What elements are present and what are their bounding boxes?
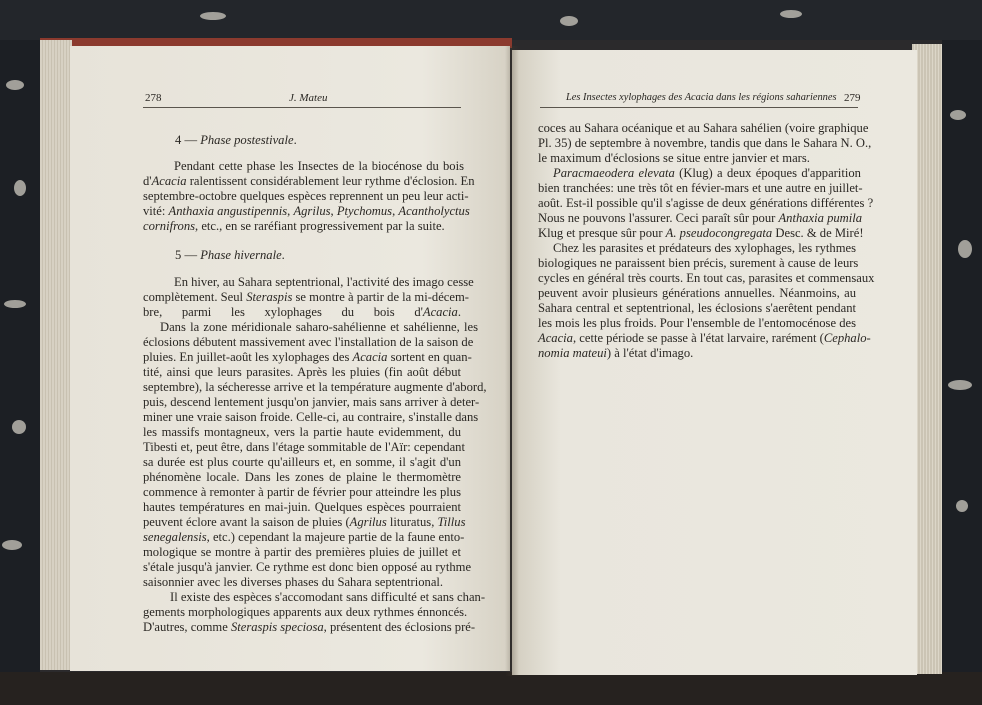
right-text-line: cycles en général très courts. En tout cas, parasites et commensaux: [538, 271, 875, 285]
gutter-shadow: [505, 46, 519, 676]
left-running-head: J. Mateu: [289, 92, 328, 104]
left-text-line: bre, parmi les xylophages du bois d'Acacia.: [143, 305, 462, 319]
left-text-line: senegalensis, etc.) cependant la majeure partie de la faune ento-: [143, 530, 465, 544]
right-text-line: Chez les parasites et prédateurs des xylophages, les rythmes: [553, 241, 856, 255]
right-text-line: Nous ne pouvons l'assurer. Ceci paraît sûr pour Anthaxia pumila: [538, 211, 863, 225]
right-text-line: peuvent avoir plusieurs générations annuelles. Néanmoins, au: [538, 286, 856, 300]
left-text-line: gements morphologiques apparents aux deux rythmes énnoncés.: [143, 605, 468, 619]
right-text-line: biologiques ne paraissent bien précis, surement à cause de leurs: [538, 256, 859, 270]
left-text-line: En hiver, au Sahara septentrional, l'activité des imago cesse: [174, 275, 474, 289]
right-text-line: bien tranchées: une très tôt en févier-mars et une autre en juillet-: [538, 181, 863, 195]
left-text-line: d'Acacia ralentissent considérablement leur rythme d'éclosion. En: [143, 174, 475, 188]
left-text-line: phénomène locale. Dans les zones de plaine le thermomètre: [143, 470, 461, 484]
left-text-line: mologique se montre à partir des premières pluies de juillet et: [143, 545, 461, 559]
left-text-line: Tibesti et, peut être, dans l'étage sommitable de l'Aïr: cependant: [143, 440, 465, 454]
right-text-line: Pl. 35) de septembre à novembre, tandis que dans le Sahara N. O.,: [538, 136, 872, 150]
right-text-line: coces au Sahara océanique et au Sahara sahélien (voire graphique: [538, 121, 869, 135]
cover-left: [0, 0, 40, 705]
left-page-block: [40, 40, 72, 670]
left-text-line: sa durée est plus courte qu'ailleurs et, en somme, il s'agit d'un: [143, 455, 461, 469]
left-text-line: tité, ainsi que leurs parasites. Après les pluies (fin août début: [143, 365, 461, 379]
right-text-line: les mois les plus froids. Pour l'ensemble de l'entomocénose des: [538, 316, 856, 330]
left-text-line: complètement. Seul Steraspis se montre à partir de la mi-décem-: [143, 290, 469, 304]
left-header-rule: [143, 107, 461, 108]
left-text-line: puis, descend lentement jusqu'on janvier, mais sans arriver à deter-: [143, 395, 480, 409]
right-text-line: le maximum d'éclosions se situe entre janvier et mars.: [538, 151, 810, 165]
left-text-line: Pendant cette phase les Insectes de la biocénose du bois: [174, 159, 464, 173]
right-running-head: Les Insectes xylophages des Acacia dans les régions sahariennes: [566, 92, 837, 103]
left-text-line: pluies. En juillet-août les xylophages des Acacia sortent en quan-: [143, 350, 472, 364]
left-text-line: septembre-octobre quelques espèces reprennent un peu leur acti-: [143, 189, 469, 203]
left-text-line: cornifrons, etc., en se raréfiant progressivement par la suite.: [143, 219, 445, 233]
left-text-line: septembre), la sécheresse arrive et la température augmente d'abord,: [143, 380, 487, 394]
left-text-line: commence à remonter à partir de février pour atteindre les plus: [143, 485, 461, 499]
right-text-line: août. Est-il possible qu'il s'agisse de deux générations différentes ?: [538, 196, 874, 210]
right-text-line: Klug et presque sûr pour A. pseudocongregata Desc. & de Miré!: [538, 226, 864, 240]
left-text-line: saisonnier avec les diverses phases du Sahara septentrional.: [143, 575, 444, 589]
left-text-line: les massifs montagneux, vers la partie haute evidemment, du: [143, 425, 461, 439]
left-text-line: hautes températures en mai-juin. Quelques espèces pourraient: [143, 500, 461, 514]
left-text-line: peuvent éclore avant la saison de pluies (Agrilus lituratus, Tillus: [143, 515, 466, 529]
cover-bottom: [0, 672, 982, 705]
right-text-line: Sahara central et septentrional, les éclosions s'aerêtent pendant: [538, 301, 856, 315]
left-text-line: 5 — Phase hivernale.: [175, 248, 285, 262]
right-page-number: 279: [844, 92, 861, 104]
right-text-line: Paracmaeodera elevata (Klug) a deux époques d'apparition: [553, 166, 861, 180]
left-text-line: 4 — Phase postestivale.: [175, 133, 297, 147]
right-text-line: nomia mateui) à l'état d'imago.: [538, 346, 694, 360]
left-text-line: s'étale jusqu'à janvier. Ce rythme est donc bien opposé au rythme: [143, 560, 472, 574]
left-text-line: D'autres, comme Steraspis speciosa, présentent des éclosions pré-: [143, 620, 476, 634]
right-header-rule: [540, 107, 858, 108]
right-text-line: Acacia, cette période se passe à l'état larvaire, rarément (Cephalo-: [538, 331, 871, 345]
left-page-number: 278: [145, 92, 162, 104]
left-text-line: éclosions débutent massivement avec l'installation de la saison de: [143, 335, 474, 349]
left-text-line: vité: Anthaxia angustipennis, Agrilus, Ptychomus, Acantholyctus: [143, 204, 470, 218]
left-text-line: Dans la zone méridionale saharo-sahélienne et sahélienne, les: [160, 320, 478, 334]
left-text-line: miner une vraie saison froide. Celle-ci, au contraire, s'installe dans: [143, 410, 479, 424]
left-text-line: Il existe des espèces s'accomodant sans difficulté et sans chan-: [170, 590, 486, 604]
cover-top: [0, 0, 982, 40]
cover-right: [942, 0, 982, 705]
